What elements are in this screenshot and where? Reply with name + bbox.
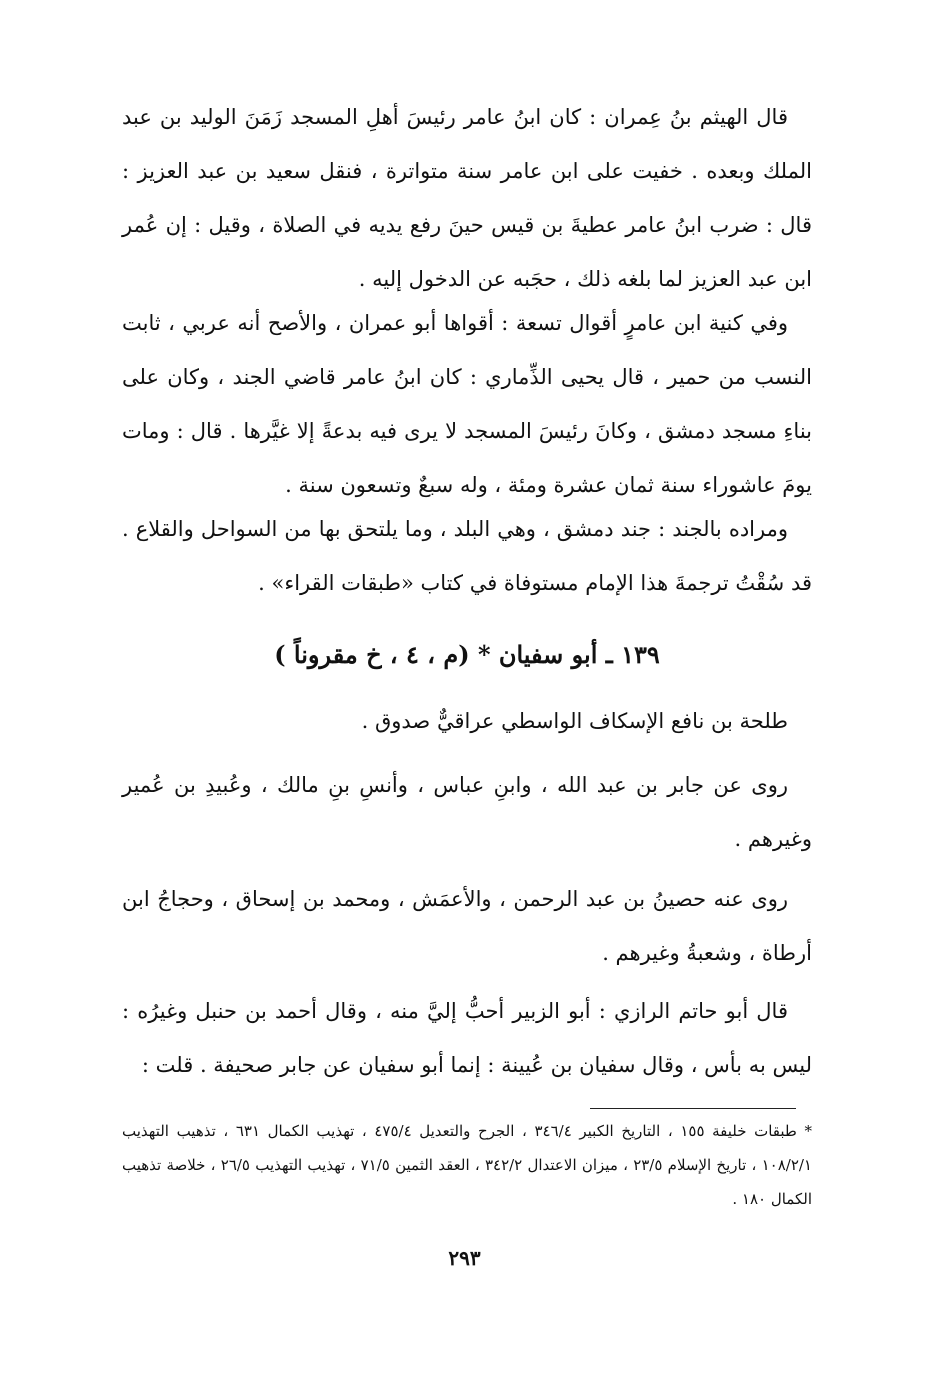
paragraph-kunya: وفي كنية ابن عامرٍ أقوال تسعة : أقواها أبو عمران ، والأصح أنه عربي ، ثابت النسب من حمير ، قال يحيى الذِّماري : كان ابنُ عامر قاضي الجند ، وكان على بناءِ مسجد دمشق ، وكانَ رئيسَ المسجد لا يرى فيه بدعةً إلا غيَّرها . قال : ومات يومَ عاشوراء سنة ثمان عشرة ومئة ، وله سبعٌ وتسعون سنة . [122, 311, 812, 497]
paragraph-narrated-from: روى عن جابر بن عبد الله ، وابنِ عباس ، وأنسِ بنِ مالك ، وعُبيدِ بن عُمير وغيرهم . [122, 773, 812, 851]
footnote-sources: * طبقات خليفة ١٥٥ ، التاريخ الكبير ٣٤٦/٤ ، الجرح والتعديل ٤٧٥/٤ ، تهذيب الكمال ٦٣١ ، تذهيب التهذيب ١٠٨/٢/١ ، تاريخ الإسلام ٢٣/٥ ، ميزان الاعتدال ٣٤٢/٢ ، العقد الثمين ٧١/٥ ، تهذيب التهذيب ٢٦/٥ ، خلاصة تذهيب الكمال ١٨٠ . [122, 1122, 812, 1208]
page-number: ٢٩٣ [448, 1246, 481, 1270]
entry-heading: ١٣٩ ـ أبو سفيان * (م ، ٤ ، خ مقروناً ) [274, 640, 660, 669]
paragraph-narrated-by: روى عنه حصينُ بن عبد الرحمن ، والأعمَش ، ومحمد بن إسحاق ، وحجاجُ ابن أرطاة ، وشعبةُ وغيرهم . [122, 887, 812, 965]
paragraph-haytham-quote: قال الهيثم بنُ عِمران : كان ابنُ عامر رئيسَ أهلِ المسجد زَمَنَ الوليد بن عبد الملك وبعده . خفيت على ابن عامر سنة متواترة ، فنقل سعيد بن عبد العزيز : قال : ضرب ابنُ عامر عطيةَ بن قيس حينَ رفع يديه في الصلاة ، وقيل : إن عُمر ابن عبد العزيز لما بلغه ذلك ، حجَبه عن الدخول إليه . [122, 105, 812, 291]
footnote-divider [590, 1108, 796, 1109]
paragraph-jund-meaning: ومراده بالجند : جند دمشق ، وهي البلد ، وما يلتحق بها من السواحل والقلاع . قد سُقْتُ ترجمةَ هذا الإمام مستوفاة في كتاب «طبقات القراء» . [122, 517, 812, 595]
paragraph-identity: طلحة بن نافع الإسكاف الواسطي عراقيٌّ صدوق . [361, 709, 788, 733]
paragraph-assessment: قال أبو حاتم الرازي : أبو الزبير أحبُّ إليَّ منه ، وقال أحمد بن حنبل وغيرُه : ليس به بأس ، وقال سفيان بن عُيينة : إنما أبو سفيان عن جابر صحيفة . قلت : [122, 999, 812, 1077]
